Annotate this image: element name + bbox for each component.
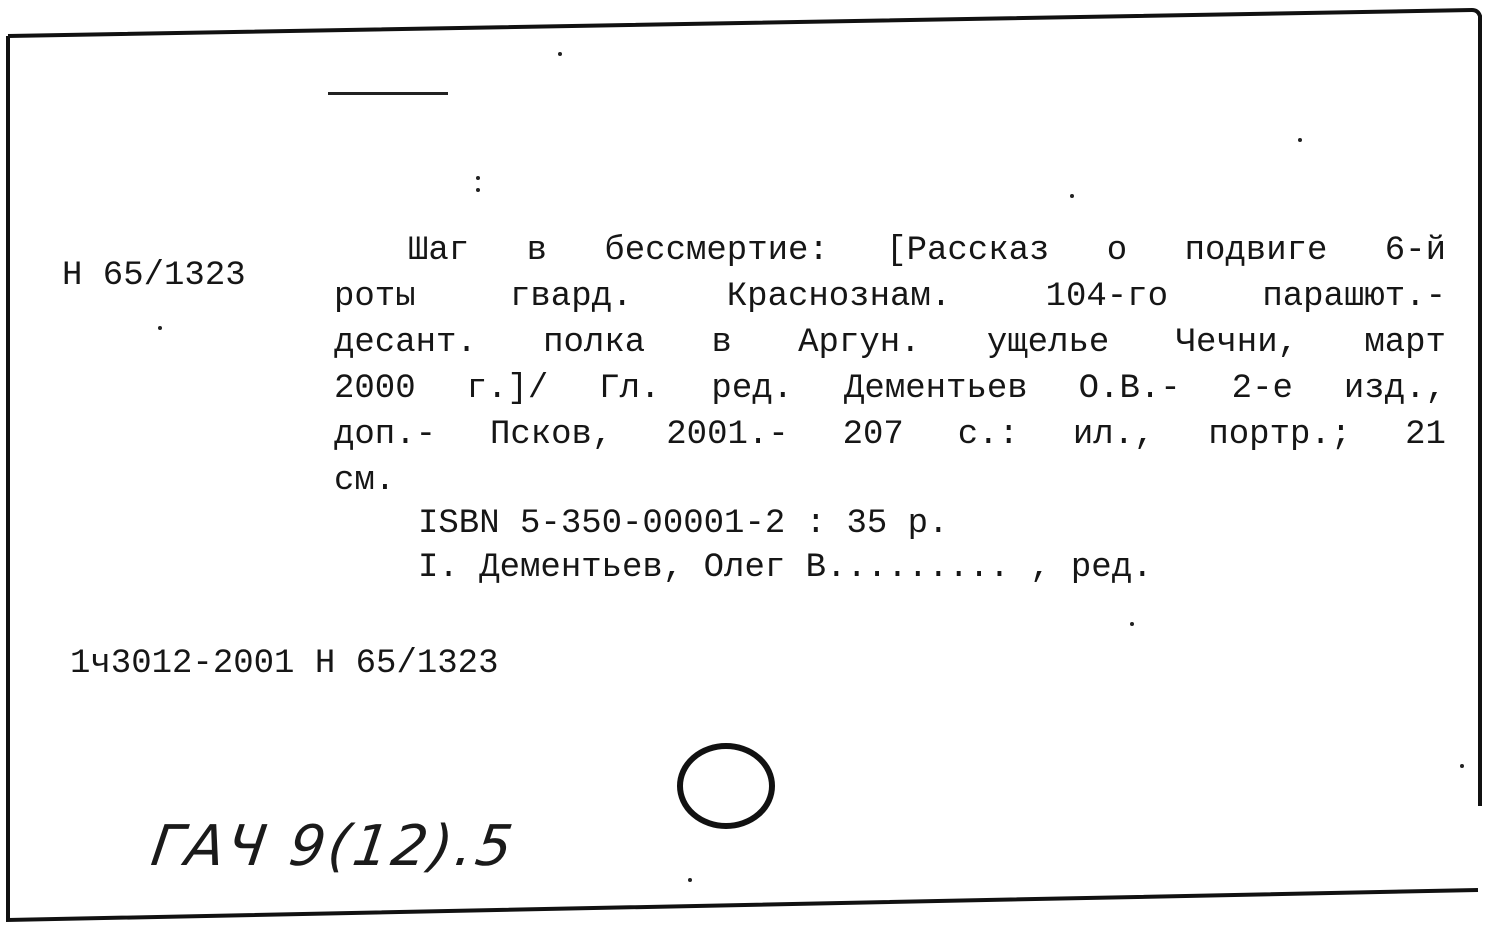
title-line: Шаг в бессмертие: [Рассказ о подвиге 6-й: [408, 232, 1446, 270]
added-entry: I. Дементьев, Олег В......... , ред.: [418, 549, 1153, 587]
title-line: см.: [334, 462, 396, 500]
title-line: 2000 г.]/ Гл. ред. Дементьев О.В.- 2-е изд.,: [334, 370, 1446, 408]
catalog-card: [6, 6, 1478, 920]
handwritten-shelf-mark: ГАЧ 9(12).5: [147, 814, 520, 879]
title-line: доп.- Псков, 2001.- 207 с.: ил., портр.; 21: [334, 416, 1446, 454]
title-line: роты гвард. Краснознам. 104-го парашют.-: [334, 278, 1446, 316]
title-line: десант. полка в Аргун. ущелье Чечни, март: [334, 324, 1446, 362]
library-stamp-circle: [674, 740, 784, 840]
card-number: 1ч3012-2001 Н 65/1323: [70, 645, 499, 683]
bibliographic-description: [334, 228, 1446, 504]
isbn-price: ISBN 5-350-00001-2 : 35 р.: [418, 505, 949, 543]
call-number: Н 65/1323: [62, 257, 246, 295]
